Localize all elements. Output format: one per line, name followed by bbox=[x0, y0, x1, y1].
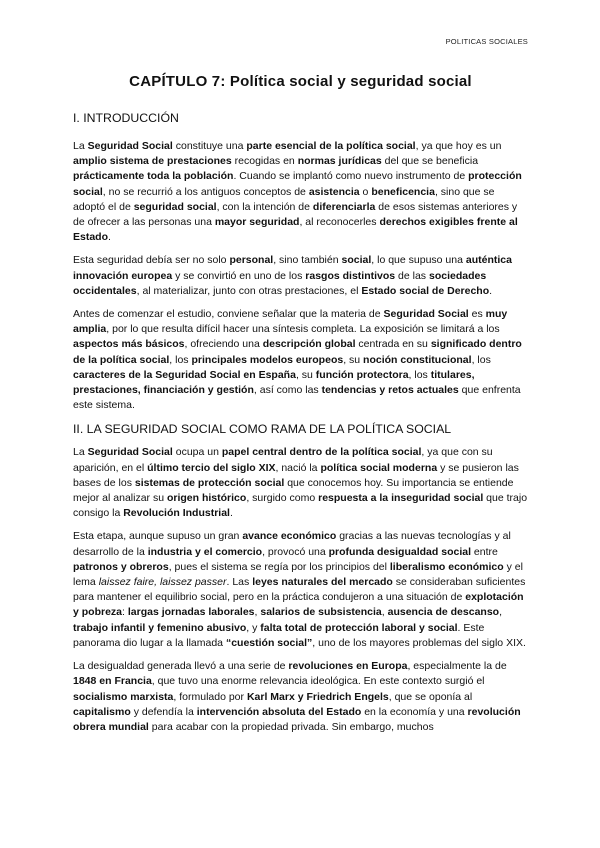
text-run: centrada en su bbox=[355, 338, 431, 351]
text-run: . Este panorama dio lugar a la llamada bbox=[73, 621, 485, 649]
text-run: , ya que con su aparición, en el bbox=[73, 446, 493, 474]
bold-text: falta total de protección laboral y social bbox=[260, 621, 458, 634]
paragraph bbox=[73, 253, 528, 299]
bold-text: normas jurídicas bbox=[297, 155, 382, 168]
text-run: Esta etapa, aunque supuso un gran bbox=[73, 530, 243, 543]
text-run: Esta seguridad debía ser no solo bbox=[73, 254, 230, 267]
bold-text: sociedades occidentales bbox=[73, 269, 487, 297]
bold-text: industria y el comercio bbox=[147, 545, 263, 558]
bold-text: Karl Marx y Friedrich Engels bbox=[246, 690, 389, 703]
text-run: . Cuando se implantó como nuevo instrumento de bbox=[233, 170, 469, 183]
bold-text: salarios de subsistencia bbox=[260, 606, 382, 619]
text-run: , surgido como bbox=[246, 492, 319, 505]
text-run: en la economía y una bbox=[361, 705, 468, 718]
text-run: , los bbox=[169, 353, 192, 366]
bold-text: Seguridad Social bbox=[87, 140, 173, 152]
text-run: Antes de comenzar el estudio, conviene señalar que la materia de bbox=[73, 308, 384, 321]
bold-text: mayor seguridad bbox=[214, 216, 300, 229]
bold-text: leyes naturales del mercado bbox=[252, 576, 393, 589]
text-run: de esos sistemas anteriores y de ofrecer a las personas una bbox=[73, 200, 518, 229]
bold-text: avance económico bbox=[242, 530, 337, 543]
text-run: , provocó una bbox=[262, 545, 329, 558]
text-run: , ofreciendo una bbox=[184, 338, 263, 351]
bold-text: último tercio del siglo XIX bbox=[147, 461, 276, 474]
italic-text: laissez faire, laissez passer bbox=[98, 576, 227, 589]
text-run: , que tuvo una enorme relevancia ideológica. En este contexto surgió el bbox=[151, 675, 485, 688]
text-run: que trajo consigo la bbox=[73, 492, 528, 520]
text-run: , con la intención de bbox=[216, 200, 313, 213]
text-run: que conocemos hoy. Su importancia se entiende mejor al analizar su bbox=[73, 476, 514, 505]
bold-text: derechos exigibles frente al Estado bbox=[73, 216, 518, 244]
bold-text: Seguridad Social bbox=[383, 308, 469, 321]
bold-text: 1848 en Francia bbox=[73, 675, 152, 688]
bold-text: ausencia de descanso bbox=[387, 606, 500, 619]
bold-text: trabajo infantil y femenino abusivo bbox=[73, 621, 247, 634]
text-run: recogidas en bbox=[231, 155, 298, 168]
bold-text: papel central dentro de la política social bbox=[221, 446, 422, 459]
chapter-title: CAPÍTULO 7: Política social y seguridad social bbox=[129, 73, 472, 90]
section-introduccion bbox=[73, 110, 528, 413]
paragraph bbox=[73, 445, 528, 521]
bold-text: “cuestión social” bbox=[225, 636, 313, 649]
bold-text: explotación y pobreza bbox=[73, 591, 524, 619]
text-run: , lo que supuso una bbox=[371, 254, 466, 267]
bold-text: intervención absoluta del Estado bbox=[196, 705, 362, 718]
text-run: La bbox=[73, 446, 88, 459]
text-run: gracias a las nuevas tecnologías y al desarrollo de la bbox=[73, 530, 511, 558]
bold-text: socialismo marxista bbox=[73, 690, 174, 703]
bold-text: titulares, prestaciones, financiación y gestión bbox=[73, 368, 475, 397]
bold-text: significado dentro de la política social bbox=[73, 338, 522, 366]
paragraph bbox=[73, 307, 528, 413]
text-run: . bbox=[108, 231, 111, 244]
paragraph bbox=[73, 659, 528, 735]
text-run: , y bbox=[246, 621, 261, 634]
bold-text: Seguridad Social bbox=[87, 446, 173, 459]
text-run: , que se oponía al bbox=[388, 690, 473, 703]
bold-text: largas jornadas laborales bbox=[127, 606, 255, 619]
text-run: constituye una bbox=[172, 140, 247, 152]
bold-text: sistemas de protección social bbox=[134, 476, 285, 489]
text-run: se consideraban suficientes para mantener el equilibrio social, pero en la práctica condujeron a una situación de bbox=[73, 576, 526, 604]
text-run: y se convirtió en uno de los bbox=[172, 269, 306, 282]
text-run: , nació la bbox=[275, 461, 321, 474]
bold-text: respuesta a la inseguridad social bbox=[318, 492, 484, 505]
text-run: , su bbox=[295, 368, 316, 381]
text-run: , al materializar, junto con otras prestaciones, el bbox=[136, 284, 362, 297]
text-run: , al reconocerles bbox=[299, 216, 380, 229]
bold-text: profunda desigualdad social bbox=[328, 545, 471, 558]
bold-text: seguridad social bbox=[133, 200, 217, 213]
text-run: , uno de los mayores problemas del siglo XIX. bbox=[312, 636, 526, 649]
text-run: , ya que hoy es un bbox=[415, 140, 502, 152]
section-seguridad-social bbox=[73, 421, 528, 735]
text-run: ocupa un bbox=[172, 446, 222, 459]
bold-text: principales modelos europeos bbox=[191, 353, 344, 366]
text-run: y defendía la bbox=[130, 705, 197, 718]
bold-text: beneficencia bbox=[371, 185, 435, 198]
bold-text: personal bbox=[229, 254, 274, 267]
text-run: es bbox=[468, 308, 486, 321]
paragraph bbox=[73, 139, 528, 245]
text-run: , especialmente la de bbox=[407, 660, 507, 673]
bold-text: descripción global bbox=[262, 338, 356, 351]
bold-text: capitalismo bbox=[73, 705, 131, 718]
bold-text: Revolución Industrial bbox=[123, 507, 230, 520]
text-run: , formulado por bbox=[173, 690, 247, 703]
bold-text: Estado social de Derecho bbox=[361, 284, 490, 297]
bold-text: parte esencial de la política social bbox=[246, 140, 416, 152]
bold-text: aspectos más básicos bbox=[73, 338, 185, 351]
text-run: , por lo que resulta difícil hacer una síntesis completa. La exposición se limitará a los bbox=[106, 323, 500, 336]
text-run: de las bbox=[395, 269, 429, 282]
text-run: La desigualdad generada llevó a una serie de bbox=[73, 660, 289, 673]
bold-text: prácticamente toda la población bbox=[73, 170, 234, 183]
bold-text: revolución obrera mundial bbox=[73, 705, 521, 733]
text-run: La bbox=[73, 140, 88, 152]
text-run: . bbox=[229, 507, 233, 520]
text-run: para acabar con la propiedad privada. Sin embargo, muchos bbox=[148, 720, 434, 733]
text-run: , los bbox=[408, 368, 431, 381]
bold-text: política social moderna bbox=[320, 461, 438, 474]
text-run: , pues el sistema se regía por los principios del bbox=[168, 560, 390, 573]
bold-text: amplio sistema de prestaciones bbox=[73, 155, 232, 168]
text-run: del que se beneficia bbox=[381, 155, 479, 168]
text-run: , no se recurrió a los antiguos conceptos de bbox=[102, 185, 309, 198]
bold-text: origen histórico bbox=[166, 492, 247, 505]
bold-text: auténtica innovación europea bbox=[73, 254, 512, 282]
bold-text: social bbox=[341, 254, 372, 267]
text-run: . bbox=[489, 284, 493, 297]
text-run: , sino también bbox=[273, 254, 342, 267]
bold-text: noción constitucional bbox=[363, 353, 472, 366]
text-run: , bbox=[254, 606, 261, 619]
document-page bbox=[73, 70, 528, 735]
text-run: , su bbox=[343, 353, 364, 366]
paragraph bbox=[73, 529, 528, 651]
bold-text: tendencias y retos actuales bbox=[321, 384, 459, 397]
bold-text: protección social bbox=[73, 170, 522, 198]
bold-text: asistencia bbox=[308, 185, 360, 198]
text-run: que enfrenta este sistema. bbox=[73, 384, 521, 412]
bold-text: patronos y obreros bbox=[73, 560, 169, 573]
text-run: , sino que se adoptó el de bbox=[73, 185, 495, 213]
bold-text: liberalismo económico bbox=[389, 560, 504, 573]
text-run: o bbox=[359, 185, 372, 198]
running-header: POLITICAS SOCIALES bbox=[445, 37, 528, 46]
bold-text: caracteres de la Seguridad Social en España bbox=[73, 368, 296, 381]
text-run: : bbox=[122, 606, 128, 619]
section-heading: II. LA SEGURIDAD SOCIAL COMO RAMA DE LA POLÍTICA SOCIAL bbox=[73, 422, 452, 437]
bold-text: rasgos distintivos bbox=[305, 269, 396, 282]
text-run: , así como las bbox=[253, 384, 322, 397]
text-run: y se pusieron las bases de los bbox=[73, 461, 519, 489]
bold-text: función protectora bbox=[315, 368, 409, 381]
text-run: y el lema bbox=[73, 560, 523, 589]
text-run: . Las bbox=[226, 576, 253, 589]
bold-text: muy amplia bbox=[73, 308, 508, 336]
section-heading: I. INTRODUCCIÓN bbox=[73, 111, 179, 125]
text-run: , bbox=[499, 606, 503, 619]
text-run: , los bbox=[471, 353, 491, 366]
text-run: , bbox=[381, 606, 388, 619]
bold-text: diferenciarla bbox=[312, 200, 376, 213]
text-run: entre bbox=[471, 545, 498, 558]
bold-text: revoluciones en Europa bbox=[288, 660, 408, 673]
